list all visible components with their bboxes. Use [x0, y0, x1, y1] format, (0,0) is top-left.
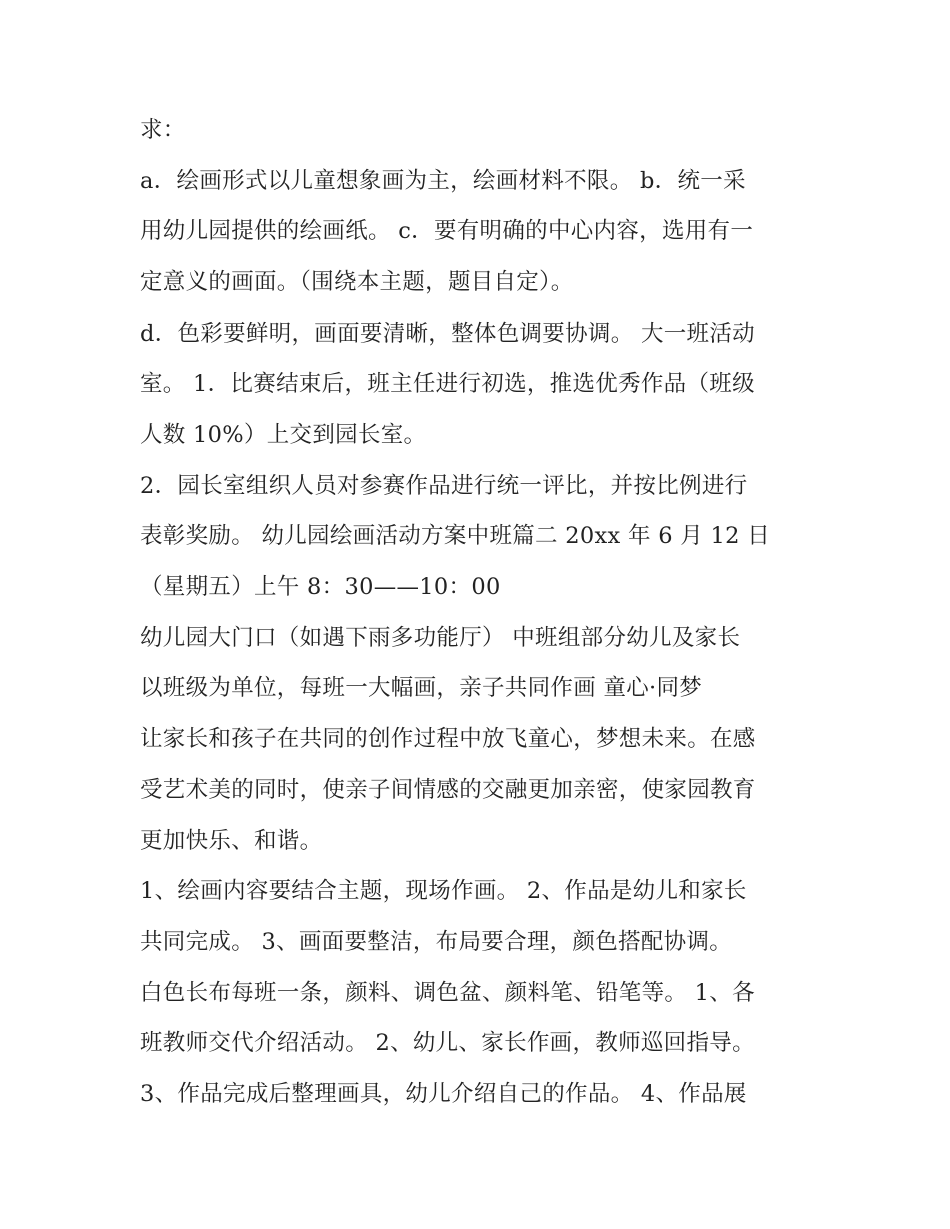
text-line: 共同完成。 3、画面要整洁，布局要合理，颜色搭配协调。	[140, 929, 733, 955]
text-line: 受艺术美的同时，使亲子间情感的交融更加亲密，使家园教育	[140, 777, 756, 803]
text-line: 班教师交代介绍活动。 2、幼儿、家长作画，教师巡回指导。	[140, 1030, 755, 1056]
text-line: 用幼儿园提供的绘画纸。 c．要有明确的中心内容，选用有一	[140, 218, 754, 244]
text-line: 求：	[140, 117, 186, 143]
text-line: 人数 10%）上交到园长室。	[140, 422, 427, 448]
text-line: 室。 1．比赛结束后，班主任进行初选，推选优秀作品（班级	[140, 371, 755, 397]
text-line: 以班级为单位，每班一大幅画，亲子共同作画 童心·同梦	[140, 675, 703, 701]
text-line: 1、绘画内容要结合主题，现场作画。 2、作品是幼儿和家长	[140, 878, 747, 904]
text-line: 白色长布每班一条，颜料、调色盆、颜料笔、铅笔等。 1、各	[140, 980, 755, 1006]
text-line: 更加快乐、和谐。	[140, 828, 323, 854]
text-line: d．色彩要鲜明，画面要清晰，整体色调要协调。 大一班活动	[140, 321, 755, 347]
text-line: 2．园长室组织人员对参赛作品进行统一评比，并按比例进行	[140, 473, 748, 499]
text-line: 表彰奖励。 幼儿园绘画活动方案中班篇二 20xx 年 6 月 12 日	[140, 523, 771, 549]
text-line: a．绘画形式以儿童想象画为主，绘画材料不限。 b．统一采	[140, 168, 746, 194]
text-line: 3、作品完成后整理画具，幼儿介绍自己的作品。 4、作品展	[140, 1081, 747, 1107]
text-line: （星期五）上午 8：30——10：00	[140, 574, 501, 600]
text-line: 定意义的画面。（围绕本主题，题目自定）。	[140, 269, 574, 295]
text-line: 让家长和孩子在共同的创作过程中放飞童心，梦想未来。在感	[140, 726, 756, 752]
text-line: 幼儿园大门口（如遇下雨多功能厅） 中班组部分幼儿及家长	[140, 625, 741, 651]
